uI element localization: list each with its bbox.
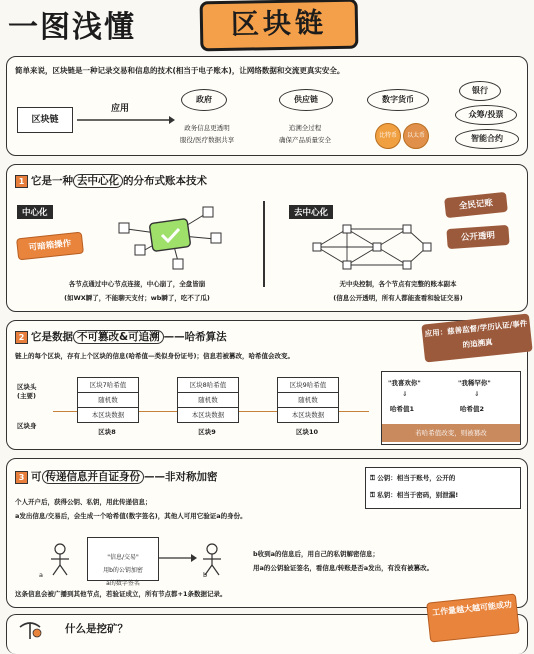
s2-title-pre: 它是数据 [31,331,73,343]
opaque-badge: 可暗箱操作 [16,232,84,261]
hash-tamper-note: 若哈希值改变，则被篡改 [382,424,520,442]
centralized-caption1: 各节点通过中心节点连接，中心崩了，全盘皆崩 [68,280,206,288]
block8-data: 本区块数据 [91,411,125,419]
decentralized-network-icon [307,221,437,275]
section3-title [15,469,218,484]
decentralized-tag: 去中心化 [289,205,333,219]
bitcoin-label: 比特币 [378,132,397,139]
gov-desc1: 政务信息更透明 [184,124,230,132]
s1-title-post: 的分布式账本技术 [123,175,207,187]
section2-title [15,329,227,344]
centralized-tag: 中心化 [17,205,53,219]
block8-prev-hash: 区块7哈希值 [78,378,138,393]
app-supply-chain [279,89,333,111]
block-head-label: 区块头 (主要) [17,383,37,400]
person-b-label: b [203,571,208,579]
block9-nonce: 随机数 [178,393,238,408]
s1-title-hl: 去中心化 [73,174,123,188]
title-tag: 区块链 [200,0,359,51]
workload-badge: 工作量越大越可能成功 [426,593,520,642]
section3-number: 3 [15,471,28,484]
block10-nonce: 随机数 [278,393,338,408]
s3-footer: 这条信息会被广播到其他节点，若验证成立，所有节点都+1条数据记录。 [15,590,227,598]
b-text2: 用a的公钥验证签名，看信息/转账是否a发出，有没有被篡改。 [253,564,434,572]
s2-title-hl: 不可篡改&可追溯 [73,330,164,344]
down-arrow-icon-2: ⇓ [474,390,480,398]
block8-name: 区块8 [98,428,116,436]
public-ledger-badge: 全民记账 [444,192,508,218]
app-crowdfunding [455,105,517,125]
decentralized-caption2: (信息公开透明，所有人都能查看和验证交易) [333,294,463,302]
app-smart-contract [455,129,519,149]
private-key-icon: ⚿ [370,491,378,499]
block9-data: 本区块数据 [191,411,225,419]
decentralized-caption1: 无中央控制，各个节点有完整的账本副本 [339,280,457,288]
s2-title-post: ——哈希算法 [163,331,227,343]
crowdfunding-label: 众筹/投票 [468,110,504,119]
block9-name: 区块9 [198,428,216,436]
section1-number: 1 [15,175,28,188]
key-legend-box [365,467,521,509]
ether-coin [403,123,429,149]
section1-divider [263,201,265,287]
app-bank [459,81,501,101]
public-key-label: 公钥：相当于账号，公开的 [377,474,456,482]
s3-line2: a发出信息/交易后，会生成一个哈希值(数字签名)，其他人可用它验证a的身份。 [15,512,247,520]
s2-subtitle: 链上的每个区块，存有上个区块的信息(哈希值—类似身份证号)；信息若被篡改，哈希值会改变。 [15,352,294,360]
app-government [181,89,227,111]
block-body-label: 区块身 [17,422,37,430]
blockchain-box [17,107,73,133]
block-9 [177,377,239,423]
s2-application-note: 应用：慈善监督/学历认证/事件的追溯真 [421,313,532,362]
public-key-text [370,473,455,483]
intro-text: 简单来说，区块链是一种记录交易和信息的技术(相当于电子账本)，让网络数据和交流更真实安全。 [15,66,345,75]
section3-panel [6,458,528,608]
pickaxe-icon [17,619,43,639]
send-arrow-icon [157,553,197,563]
b-text1: b收到a的信息后，用自己的私钥解密信息； [253,550,380,558]
section4-title: 什么是挖矿？ [65,623,128,635]
private-key-text [370,490,458,500]
section1-title [15,173,207,188]
message-envelope [87,537,159,587]
section1-panel [6,164,528,312]
down-arrow-icon-1: ⇓ [402,390,408,398]
page-title: 一图浅懂 [8,10,136,45]
s1-title-pre: 它是一种 [31,175,73,187]
s3-line1: 个人开户后，获得公钥、私钥，用此传递信息； [15,498,152,506]
bitcoin-coin [375,123,401,149]
centralized-caption2: (如WX瞬了，不能聊天支付；wb瞬了，吃不了瓜) [64,294,210,302]
public-key-icon: ⚿ [370,474,378,482]
person-a-label: a [39,571,43,579]
block10-name: 区块10 [295,428,319,436]
apply-label: 应用 [111,104,130,114]
intro-panel [6,56,528,156]
supply-desc2: 确保产品质量安全 [279,136,331,144]
app-digital-currency [367,89,429,111]
app-supply-chain-label: 供应链 [294,95,318,104]
smart-contract-label: 智能合约 [471,134,503,143]
block10-data: 本区块数据 [291,411,325,419]
block8-nonce: 随机数 [78,393,138,408]
supply-desc1: 追溯全过程 [288,124,322,132]
person-a-icon [47,543,73,577]
envelope-text: "信息/交易" 用b的公钥加密 a的数字签名 [103,554,143,587]
app-government-label: 政府 [196,95,212,104]
ether-label: 以太币 [406,132,425,139]
s3-title-hl: 传递信息并自证身份 [42,470,145,484]
private-key-label: 私钥：相当于密码，别泄漏! [377,491,459,499]
centralized-diagram-icon [107,199,237,273]
hash-example2: "我稀罕你" [458,379,491,387]
apply-arrow-icon [75,113,175,127]
block-8 [77,377,139,423]
gov-desc2: 服役/医疗数据共享 [179,136,235,144]
bank-label: 银行 [472,86,488,95]
block-10 [277,377,339,423]
blockchain-box-label: 区块链 [31,115,59,125]
app-digital-currency-label: 数字货币 [382,95,414,104]
block10-prev-hash: 区块9哈希值 [278,378,338,393]
block9-prev-hash: 区块8哈希值 [178,378,238,393]
section2-number: 2 [15,331,28,344]
s3-title-post: ——非对称加密 [144,471,218,483]
hash-example-box [381,371,521,445]
hash-value2: 哈希值2 [460,405,485,413]
hash-value1: 哈希值1 [390,405,415,413]
hash-example1: "我喜欢你" [388,379,421,387]
transparent-badge: 公开透明 [446,225,509,249]
section2-panel [6,320,528,450]
s3-title-pre: 可 [31,471,42,483]
